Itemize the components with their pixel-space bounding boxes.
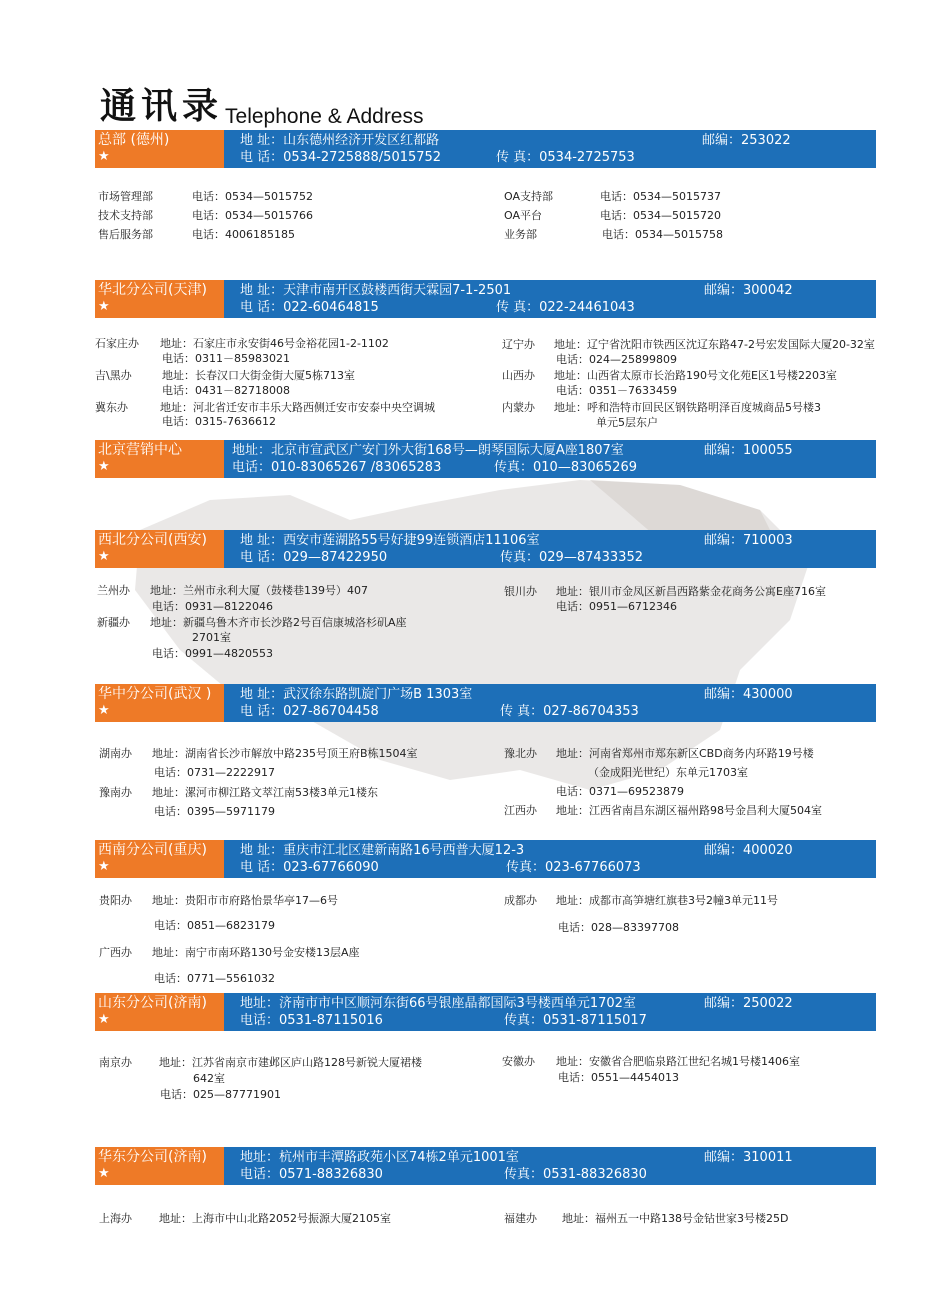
shandong-zip: 邮编：250022 xyxy=(704,996,793,1011)
office-name: 贵阳办 xyxy=(99,894,132,907)
star-icon: ★ xyxy=(98,549,110,564)
east-address: 地址：杭州市丰潭路政苑小区74栋2单元1001室 xyxy=(240,1150,519,1165)
office-address: 地址：银川市金凤区新昌西路紫金花商务公寓E座716室 xyxy=(556,585,826,598)
hq-zip: 邮编：253022 xyxy=(702,133,791,148)
dept-name: 市场管理部 xyxy=(98,190,153,203)
office-name: 安徽办 xyxy=(502,1055,535,1068)
office-name: 山西办 xyxy=(502,369,535,382)
dept-name: OA平台 xyxy=(504,209,542,222)
office-address: 地址：江苏省南京市建邺区庐山路128号新锐大厦裙楼 xyxy=(159,1056,422,1069)
office-name: 广西办 xyxy=(99,946,132,959)
office-name: 吉\黑办 xyxy=(95,369,132,382)
office-phone: 电话：0351－7633459 xyxy=(556,384,677,397)
office-address: 地址：安徽省合肥临泉路江世纪名城1号楼1406室 xyxy=(556,1055,800,1068)
southwest-phone: 电 话：023-67766090 xyxy=(240,860,379,875)
east-zip: 邮编：310011 xyxy=(704,1150,793,1165)
office-address: 地址：河北省迁安市丰乐大路西侧迁安市安泰中央空调城 xyxy=(160,401,435,414)
office-address: 地址：呼和浩特市回民区钢铁路明泽百度城商品5号楼3 xyxy=(554,401,821,414)
hq-address: 地 址：山东德州经济开发区红都路 xyxy=(240,133,440,148)
star-icon: ★ xyxy=(98,459,110,474)
dept-name: 技术支持部 xyxy=(98,209,153,222)
office-address-cont: （金成阳光世纪）东单元1703室 xyxy=(588,766,748,779)
office-name: 辽宁办 xyxy=(502,338,535,351)
office-address: 地址：贵阳市市府路怡景华亭17—6号 xyxy=(152,894,338,907)
dept-phone: 电话：0534—5015720 xyxy=(600,209,721,222)
office-address: 地址：长春汉口大街金街大厦5栋713室 xyxy=(162,369,355,382)
star-icon: ★ xyxy=(98,703,110,718)
east-name: 华东分公司(济南) xyxy=(98,1149,207,1165)
page-title xyxy=(100,78,424,128)
shandong-header xyxy=(95,993,876,1031)
office-phone: 电话：0931—8122046 xyxy=(152,600,273,613)
beijing-fax: 传真：010—83065269 xyxy=(494,460,637,475)
northwest-fax: 传真：029—87433352 xyxy=(500,550,643,565)
office-address: 地址：成都市高笋塘红旗巷3号2幢3单元11号 xyxy=(556,894,778,907)
dept-phone: 电话：0534—5015752 xyxy=(192,190,313,203)
north-zip: 邮编：300042 xyxy=(704,283,793,298)
office-address-cont: 2701室 xyxy=(192,631,231,644)
north-phone: 电 话：022-60464815 xyxy=(240,300,379,315)
office-phone: 电话：0371—69523879 xyxy=(556,785,684,798)
east-fax: 传真：0531-88326830 xyxy=(504,1167,647,1182)
dept-phone: 电话：0534—5015737 xyxy=(600,190,721,203)
hq-fax: 传 真：0534-2725753 xyxy=(496,150,635,165)
office-name: 上海办 xyxy=(99,1212,132,1225)
office-address: 地址：湖南省长沙市解放中路235号顶王府B栋1504室 xyxy=(152,747,418,760)
southwest-address: 地 址：重庆市江北区建新南路16号西普大厦12-3 xyxy=(240,843,525,858)
office-name: 新疆办 xyxy=(97,616,130,629)
central-fax: 传 真：027-86704353 xyxy=(500,704,639,719)
northwest-address: 地 址：西安市莲湖路55号好捷99连锁酒店11106室 xyxy=(240,533,540,548)
east-phone: 电话：0571-88326830 xyxy=(240,1167,383,1182)
southwest-zip: 邮编：400020 xyxy=(704,843,793,858)
office-phone: 电话：0731—2222917 xyxy=(154,766,275,779)
hq-name: 总部 (德州) xyxy=(98,132,170,148)
central-header xyxy=(95,684,876,722)
shandong-phone: 电话：0531-87115016 xyxy=(240,1013,383,1028)
office-address: 地址：石家庄市永安街46号金裕花园1-2-1102 xyxy=(160,337,389,350)
office-name: 豫南办 xyxy=(99,786,132,799)
north-header xyxy=(95,280,876,318)
shandong-name: 山东分公司(济南) xyxy=(98,995,207,1011)
star-icon: ★ xyxy=(98,299,110,314)
office-name: 银川办 xyxy=(504,585,537,598)
hq-header xyxy=(95,130,876,168)
beijing-name: 北京营销中心 xyxy=(98,442,182,458)
office-address: 地址：河南省郑州市郑东新区CBD商务内环路19号楼 xyxy=(556,747,814,760)
southwest-fax: 传真：023-67766073 xyxy=(506,860,641,875)
central-phone: 电 话：027-86704458 xyxy=(240,704,379,719)
office-name: 江西办 xyxy=(504,804,537,817)
northwest-phone: 电 话：029—87422950 xyxy=(240,550,388,565)
east-header xyxy=(95,1147,876,1185)
office-name: 冀东办 xyxy=(95,401,128,414)
title-chinese: 通讯录 xyxy=(100,86,224,127)
central-name: 华中分公司(武汉 ) xyxy=(98,686,212,702)
dept-name: OA支持部 xyxy=(504,190,553,203)
office-name: 成都办 xyxy=(504,894,537,907)
central-address: 地 址：武汉徐东路凯旋门广场B 1303室 xyxy=(240,687,473,702)
office-address: 地址：江西省南昌东湖区福州路98号金昌利大厦504室 xyxy=(556,804,822,817)
office-phone: 电话：025—87771901 xyxy=(160,1088,281,1101)
dept-name: 售后服务部 xyxy=(98,228,153,241)
beijing-zip: 邮编：100055 xyxy=(704,443,793,458)
shandong-address: 地址：济南市市中区顺河东街66号银座晶都国际3号楼西单元1702室 xyxy=(240,996,636,1011)
star-icon: ★ xyxy=(98,859,110,874)
office-address: 地址：漯河市柳江路文萃江南53楼3单元1楼东 xyxy=(152,786,378,799)
office-phone: 电话：0951—6712346 xyxy=(556,600,677,613)
beijing-phone: 电话：010-83065267 /83065283 xyxy=(232,460,442,475)
office-address: 地址：福州五一中路138号金钻世家3号楼25D xyxy=(562,1212,789,1225)
shandong-fax: 传真：0531-87115017 xyxy=(504,1013,647,1028)
beijing-header xyxy=(95,440,876,478)
north-name: 华北分公司(天津) xyxy=(98,282,207,298)
dept-phone: 电话：0534—5015758 xyxy=(602,228,723,241)
office-address: 地址：新疆乌鲁木齐市长沙路2号百信康城洛杉矶A座 xyxy=(150,616,407,629)
office-phone: 电话：0395—5971179 xyxy=(154,805,275,818)
star-icon: ★ xyxy=(98,1012,110,1027)
office-address: 地址：山西省太原市长治路190号文化苑E区1号楼2203室 xyxy=(554,369,837,382)
office-name: 石家庄办 xyxy=(95,337,139,350)
office-phone: 电话：0315-7636612 xyxy=(162,415,276,428)
north-address: 地 址：天津市南开区鼓楼西街天霖园7-1-2501 xyxy=(240,283,512,298)
dept-name: 业务部 xyxy=(504,228,537,241)
office-phone: 电话：028—83397708 xyxy=(558,921,679,934)
hq-phone: 电 话：0534-2725888/5015752 xyxy=(240,150,442,165)
office-phone: 电话：0851—6823179 xyxy=(154,919,275,932)
office-address: 地址：南宁市南环路130号金安楼13层A座 xyxy=(152,946,360,959)
northwest-header xyxy=(95,530,876,568)
star-icon: ★ xyxy=(98,149,110,164)
southwest-name: 西南分公司(重庆) xyxy=(98,842,207,858)
office-name: 内蒙办 xyxy=(502,401,535,414)
office-phone: 电话：024—25899809 xyxy=(556,353,677,366)
office-address-cont: 单元5层东户 xyxy=(596,416,658,429)
office-name: 兰州办 xyxy=(97,584,130,597)
southwest-header xyxy=(95,840,876,878)
north-fax: 传 真：022-24461043 xyxy=(496,300,635,315)
office-address: 地址：兰州市永利大厦（鼓楼巷139号）407 xyxy=(150,584,368,597)
office-name: 湖南办 xyxy=(99,747,132,760)
dept-phone: 电话：0534—5015766 xyxy=(192,209,313,222)
dept-phone: 电话：4006185185 xyxy=(192,228,295,241)
title-english: Telephone & Address xyxy=(225,105,424,128)
office-name: 豫北办 xyxy=(504,747,537,760)
office-address: 地址：上海市中山北路2052号振源大厦2105室 xyxy=(159,1212,391,1225)
office-address-cont: 642室 xyxy=(193,1072,225,1085)
office-phone: 电话：0431－82718008 xyxy=(162,384,290,397)
office-phone: 电话：0771—5561032 xyxy=(154,972,275,985)
office-phone: 电话：0551—4454013 xyxy=(558,1071,679,1084)
office-phone: 电话：0311－85983021 xyxy=(162,352,290,365)
northwest-zip: 邮编：710003 xyxy=(704,533,793,548)
office-name: 福建办 xyxy=(504,1212,537,1225)
central-zip: 邮编：430000 xyxy=(704,687,793,702)
office-name: 南京办 xyxy=(99,1056,132,1069)
office-phone: 电话：0991—4820553 xyxy=(152,647,273,660)
office-address: 地址：辽宁省沈阳市铁西区沈辽东路47-2号宏发国际大厦20-32室 xyxy=(554,338,875,351)
northwest-name: 西北分公司(西安) xyxy=(98,532,207,548)
beijing-address: 地址：北京市宣武区广安门外大街168号—朗琴国际大厦A座1807室 xyxy=(232,443,624,458)
star-icon: ★ xyxy=(98,1166,110,1181)
